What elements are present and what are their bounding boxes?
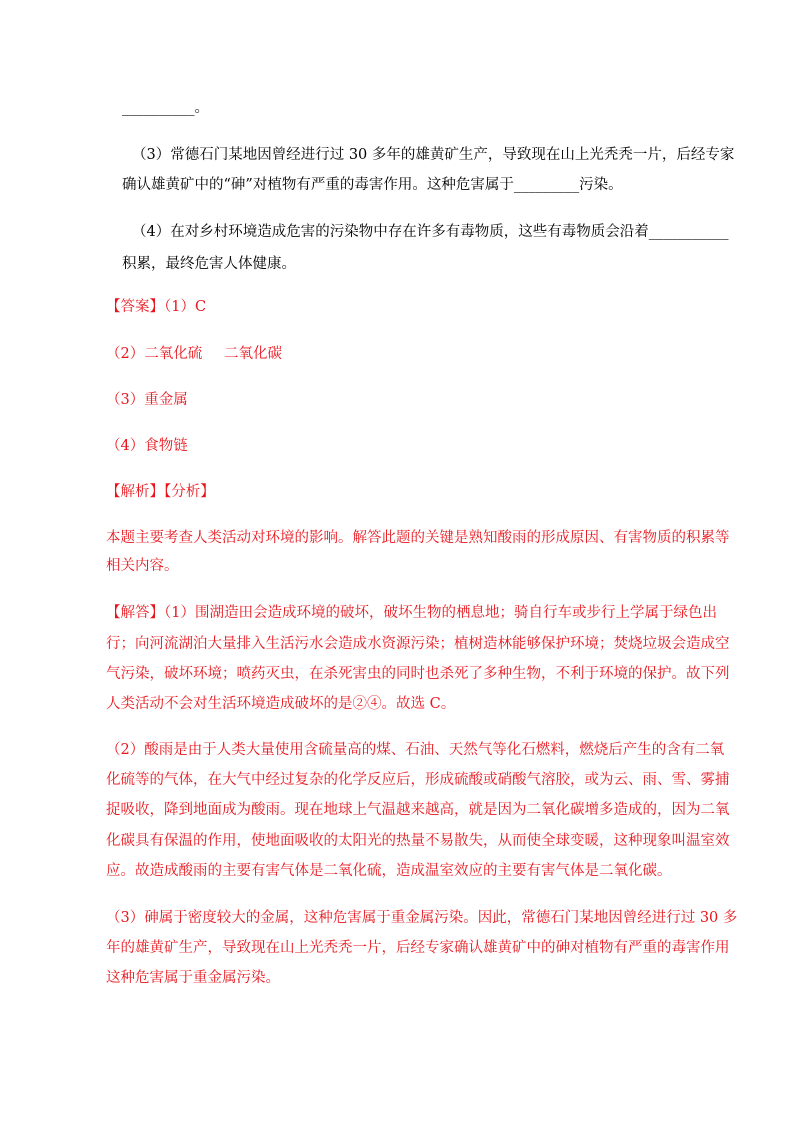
solution-2-line-3: 捉吸收，降到地面成为酸雨。现在地球上气温越来越高，就是因为二氧化碳增多造成的，因为二氧	[106, 802, 730, 818]
answer-2-part-1: （2）二氧化硫	[106, 346, 203, 362]
solution-1-line-4: 人类活动不会对生活环境造成破坏的是②④。故选 C。	[106, 696, 456, 712]
solution-2-line-1: （2）酸雨是由于人类大量使用含硫量高的煤、石油、天然气等化石燃料，燃烧后产生的含有二氧	[106, 742, 725, 758]
solution-1-line-1: 【解答】（1）围湖造田会造成环境的破坏，破坏生物的栖息地；骑自行车或步行上学属于绿色出	[106, 605, 717, 621]
solution-3-line-2: 年的雄黄矿生产，导致现在山上光秃秃一片，后经专家确认雄黄矿中的砷对植物有严重的毒害作用	[106, 940, 730, 956]
solution-2-line-2: 化硫等的气体，在大气中经过复杂的化学反应后，形成硫酸或硝酸气溶胶，或为云、雨、雪、雾捕	[106, 772, 730, 788]
solution-2-line-4: 化碳具有保温的作用，使地面吸收的太阳光的热量不易散失，从而使全球变暖，这种现象叫温室效	[106, 833, 730, 849]
question-3-line-1: （3）常德石门某地因曾经进行过 30 多年的雄黄矿生产，导致现在山上光秃秃一片，后经专家	[132, 147, 735, 163]
question-4-line-1: （4）在对乡村环境造成危害的污染物中存在许多有毒物质，这些有毒物质会沿着___________	[132, 224, 729, 240]
solution-1-line-2: 行；向河流湖泊大量排入生活污水会造成水资源污染；植树造林能够保护环境；焚烧垃圾会造成空	[106, 636, 730, 652]
question-continuation-line: __________。	[122, 100, 209, 116]
solution-3-line-3: 这种危害属于重金属污染。	[106, 970, 280, 986]
solution-3-line-1: （3）砷属于密度较大的金属，这种危害属于重金属污染。因此，常德石门某地因曾经进行过 30 多	[106, 910, 738, 926]
answer-2-part-2: 二氧化碳	[224, 346, 282, 362]
analysis-heading: 【解析】【分析】	[106, 484, 215, 500]
answer-1: 【答案】（1）C	[106, 299, 207, 315]
solution-2-line-5: 应。故造成酸雨的主要有害气体是二氧化硫，造成温室效应的主要有害气体是二氧化碳。	[106, 863, 672, 879]
analysis-intro-line-1: 本题主要考查人类活动对环境的影响。解答此题的关键是熟知酸雨的形成原因、有害物质的积累等	[106, 530, 730, 546]
question-3-line-2: 确认雄黄矿中的“砷”对植物有严重的毒害作用。这种危害属于_________污染。	[122, 177, 623, 193]
solution-1-line-3: 气污染，破坏环境；喷药灭虫，在杀死害虫的同时也杀死了多种生物，不利于环境的保护。故下列	[106, 666, 730, 682]
answer-3: （3）重金属	[106, 392, 188, 408]
analysis-intro-line-2: 相关内容。	[106, 558, 179, 574]
answer-4: （4）食物链	[106, 438, 188, 454]
question-4-line-2: 积累，最终危害人体健康。	[122, 256, 296, 272]
